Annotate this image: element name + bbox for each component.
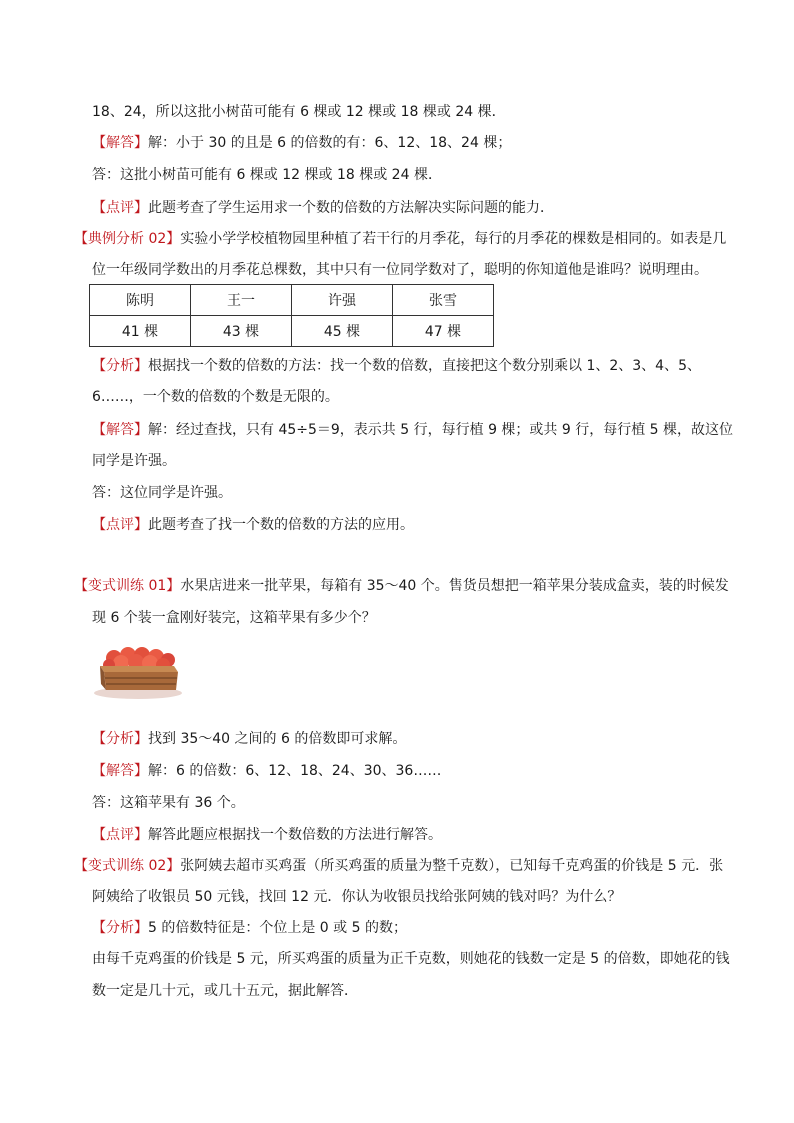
table-cell-name: 陈明 xyxy=(90,285,191,316)
review-text: 解答此题应根据找一个数倍数的方法进行解答。 xyxy=(148,827,442,843)
table-cell-name: 张雪 xyxy=(393,285,494,316)
table-cell-count: 45 棵 xyxy=(292,316,393,347)
answer-tag: 【解答】 xyxy=(92,763,148,779)
example-02-review xyxy=(92,515,414,535)
variant-02-analysis-line-2: 由每千克鸡蛋的价钱是 5 元，所买鸡蛋的质量为正千克数，则她花的钱数一定是 5 的倍数，即她花的钱 xyxy=(92,951,730,967)
example-02-solution-line-2: 同学是许强。 xyxy=(92,453,176,469)
review-tag: 【点评】 xyxy=(92,200,148,216)
example-02-solution-line-1 xyxy=(92,420,733,440)
answer-tag: 【解答】 xyxy=(92,422,148,438)
analysis-tag: 【分析】 xyxy=(92,920,148,936)
variant-01-solution xyxy=(92,761,441,781)
variant-01-question-line-2: 现 6 个装一盒刚好装完，这箱苹果有多少个？ xyxy=(92,610,376,626)
question-text: 张阿姨去超市买鸡蛋（所买鸡蛋的质量为整千克数），已知每千克鸡蛋的价钱是 5 元．张 xyxy=(180,858,724,874)
variant-02-analysis-line-3: 数一定是几十元，或几十五元，据此解答． xyxy=(92,983,358,999)
analysis-text: 根据找一个数的倍数的方法：找一个数的倍数，直接把这个数分别乘以 1、2、3、4、5、 xyxy=(148,358,701,374)
table-cell-name: 王一 xyxy=(191,285,292,316)
example-02-question-line-2: 位一年级同学数出的月季花总棵数，其中只有一位同学数对了，聪明的你知道他是谁吗？说明理由。 xyxy=(92,262,708,278)
solution-text: 解：6 的倍数：6、12、18、24、30、36…… xyxy=(148,763,442,779)
table-row xyxy=(90,316,494,347)
apple-crate-image xyxy=(92,638,184,700)
review-text: 此题考查了学生运用求一个数的倍数的方法解决实际问题的能力． xyxy=(148,200,554,216)
analysis-tag: 【分析】 xyxy=(92,358,148,374)
example-02-tag: 【典例分析 02】 xyxy=(74,231,181,247)
table-cell-count: 41 棵 xyxy=(90,316,191,347)
table-row xyxy=(90,285,494,316)
variant-01-tag: 【变式训练 01】 xyxy=(74,578,181,594)
crate-front xyxy=(104,672,178,690)
analysis-tag: 【分析】 xyxy=(92,731,148,747)
table-cell-count: 47 棵 xyxy=(393,316,494,347)
prev-review xyxy=(92,198,554,218)
crate-top-rim xyxy=(100,666,178,672)
prev-reply: 答：这批小树苗可能有 6 棵或 12 棵或 18 棵或 24 棵． xyxy=(92,167,442,183)
student-count-table xyxy=(89,284,494,347)
review-tag: 【点评】 xyxy=(92,517,148,533)
solution-text: 解：经过查找，只有 45÷5＝9，表示共 5 行，每行植 9 棵；或共 9 行，每行植 5 棵，故这位 xyxy=(148,422,734,438)
answer-text: 解：小于 30 的且是 6 的倍数的有：6、12、18、24 棵； xyxy=(148,135,512,151)
table-cell-count: 43 棵 xyxy=(191,316,292,347)
variant-02-tag: 【变式训练 02】 xyxy=(74,858,181,874)
example-02-reply: 答：这位同学是许强。 xyxy=(92,485,232,501)
variant-02-question-line-1 xyxy=(74,856,723,876)
prev-answer xyxy=(92,133,511,153)
review-tag: 【点评】 xyxy=(92,827,148,843)
question-text: 水果店进来一批苹果，每箱有 35～40 个。售货员想把一箱苹果分装成盒卖，装的时候发 xyxy=(180,578,729,594)
variant-01-review xyxy=(92,825,442,845)
analysis-text: 找到 35～40 之间的 6 的倍数即可求解。 xyxy=(148,731,407,747)
prev-solution-line: 18、24，所以这批小树苗可能有 6 棵或 12 棵或 18 棵或 24 棵． xyxy=(92,104,506,120)
example-02-question-line-1 xyxy=(74,229,726,249)
example-02-analysis-line-2: 6……，一个数的倍数的个数是无限的。 xyxy=(92,389,339,405)
variant-02-analysis xyxy=(92,918,407,938)
variant-01-reply: 答：这箱苹果有 36 个。 xyxy=(92,795,245,811)
variant-02-question-line-2: 阿姨给了收银员 50 元钱，找回 12 元．你认为收银员找给张阿姨的钱对吗？为什么？ xyxy=(92,889,622,905)
variant-01-question-line-1 xyxy=(74,576,729,596)
answer-tag: 【解答】 xyxy=(92,135,148,151)
example-02-analysis-line-1 xyxy=(92,356,701,376)
variant-01-analysis xyxy=(92,729,406,749)
question-text: 实验小学学校植物园里种植了若干行的月季花，每行的月季花的棵数是相同的。如表是几 xyxy=(180,231,727,247)
analysis-text: 5 的倍数特征是：个位上是 0 或 5 的数； xyxy=(148,920,407,936)
table-cell-name: 许强 xyxy=(292,285,393,316)
review-text: 此题考查了找一个数的倍数的方法的应用。 xyxy=(148,517,414,533)
